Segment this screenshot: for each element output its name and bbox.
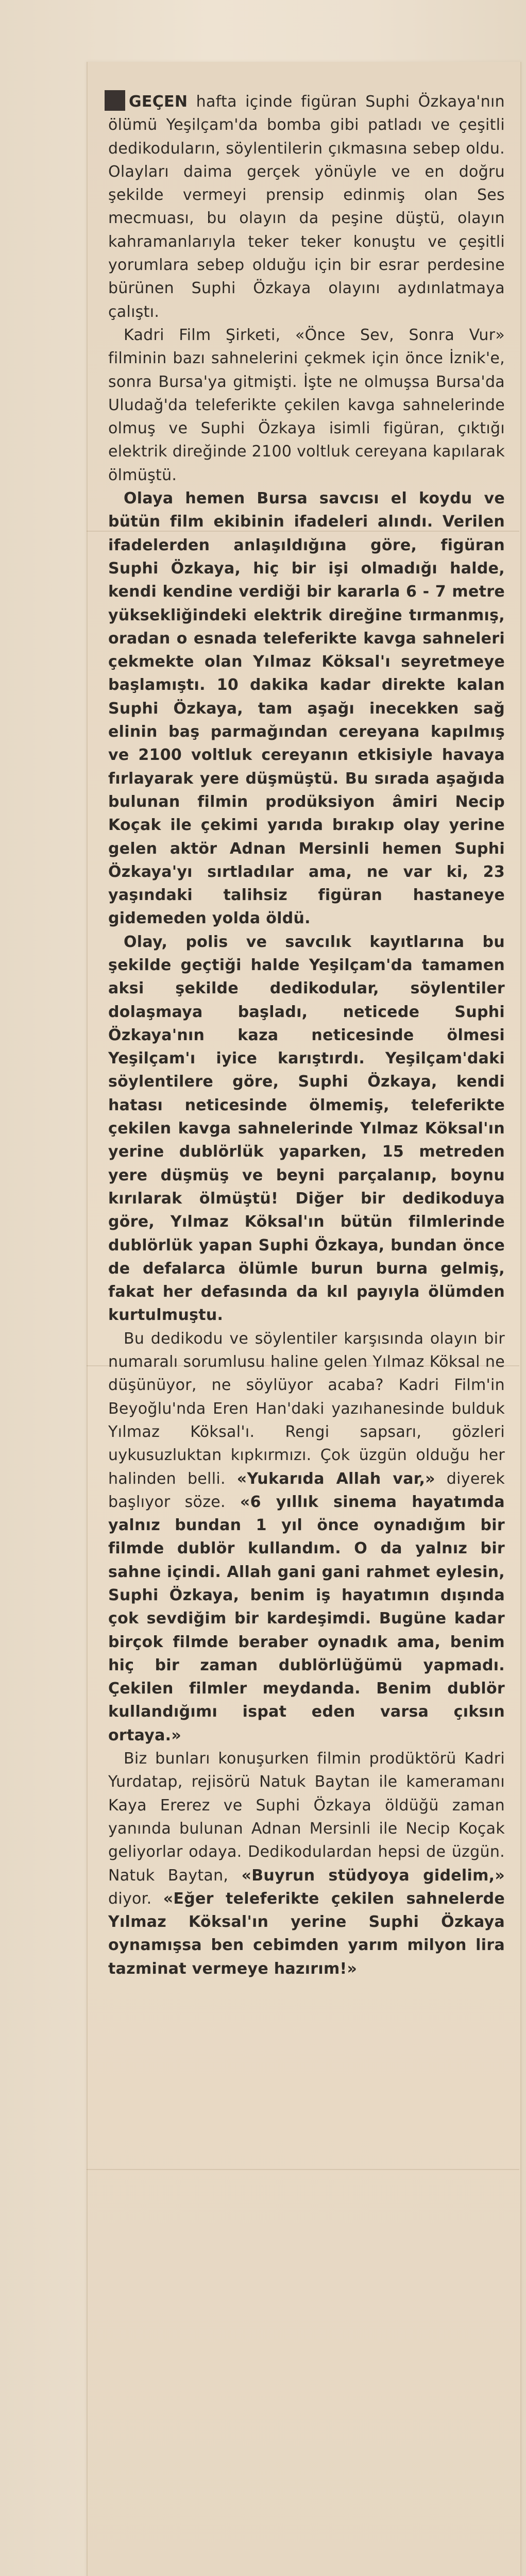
quote-verb: diyerek başlıyor söze. bbox=[108, 1469, 505, 1511]
closing-quote-b: «Eğer teleferikte çekilen sahnelerde Yılmaz Köksal'ın yerine Suphi Özkaya oynamışsa ben cebimden yarım milyon lira tazminat vermeye hazırım!» bbox=[108, 1889, 505, 1978]
article-paragraph-3 bbox=[108, 487, 505, 930]
quote-intro: «Yukarıda Allah var,» bbox=[236, 1469, 435, 1488]
article-body bbox=[108, 90, 505, 1980]
article-text: Biz bunları konuşurken filmin prodüktörü Kadri Yurdatap, rejisörü Natuk Baytan ile kameramanı Kaya Ererez ve Suphi Özkaya öldüğü zaman yanında bulunan Adnan Mersinli ile Necip Koçak geliyorlar odaya. Dedikodulardan hepsi de üzgün. Natuk Baytan, bbox=[108, 1750, 505, 1885]
article-lead-word: GEÇEN bbox=[129, 93, 188, 111]
article-text: hafta içinde figüran Suphi Özkaya'nın ölümü Yeşilçam'da bomba gibi patladı ve çeşitli dedikoduların, söylentilerin çıkmasına sebep oldu. Olayları daima gerçek yönüyle ve en doğru şekilde vermeyi prensip edinmiş olan Ses mecmuası, bu olayın da peşine düştü, olayın kahramanlarıyla teker teker konuştu ve çeşitli yorumlara sebep olduğu için bir esrar perdesine bürünen Suphi Özkaya olayını aydınlatmaya çalıştı. bbox=[108, 93, 505, 321]
article-text: Olay, polis ve savcılık kayıtlarına bu şekilde geçtiği halde Yeşilçam'da tamamen aksi şekilde dedikodular, söylentiler dolaşmaya başladı, neticede Suphi Özkaya'nın kaza neticesinde ölmesi Yeşilçam'ı iyice karıştırdı. Yeşilçam'daki söylentilere göre, Suphi Özkaya, kendi hatası neticesinde ölmemiş, teleferikte çekilen kavga sahnelerinde Yılmaz Köksal'ın yerine dublörlük yaparken, 15 metreden yere düşmüş ve beyni parçalanıp, boynu kırılarak ölmüştü! Diğer bir dedikoduya göre, Yılmaz Köksal'ın bütün filmlerinde dublörlük yapan Suphi Özkaya, bundan önce de defalarca ölümle burun burna gelmiş, fakat her defasında da kıl payıyla ölümden kurtulmuştu. bbox=[108, 933, 505, 1325]
closing-quote-a: «Buyrun stüdyoya gidelim,» bbox=[241, 1866, 505, 1885]
article-paragraph-4 bbox=[108, 930, 505, 1327]
paper-fold-line bbox=[87, 2169, 519, 2170]
closing-verb: diyor. bbox=[108, 1889, 152, 1908]
article-paragraph-6 bbox=[108, 1747, 505, 1980]
article-text: Bu dedikodu ve söylentiler karşısında olayın bir numaralı sorumlusu haline gelen Yılmaz Köksal ne düşünüyor, ne söylüyor acaba? Kadri Film'in Beyoğlu'nda Eren Han'daki yazıhanesinde bulduk Yılmaz Köksal'ı. Rengi sapsarı, gözleri uykusuzluktan kıpkırmızı. Çok üzgün olduğu her halinden belli. bbox=[108, 1329, 505, 1488]
article-text: Olaya hemen Bursa savcısı el koydu ve bütün film ekibinin ifadeleri alındı. Verilen ifadelerden anlaşıldığına göre, figüran Suphi Özkaya, hiç bir işi olmadığı halde, kendi kendine verdiği bir kararla 6 - 7 metre yüksekliğindeki elektrik direğine tırmanmış, oradan o esnada teleferikte kavga sahneleri çekmekte olan Yılmaz Köksal'ı seyretmeye başlamıştı. 10 dakika kadar direkte kalan Suphi Özkaya, tam aşağı inecekken sağ elinin baş parmağından cereyana kapılmış ve 2100 voltluk cereyanın etkisiyle havaya fırlayarak yere düşmüştü. Bu sırada aşağıda bulunan filmin prodüksiyon âmiri Necip Koçak ile çekimi yarıda bırakıp olay yerine gelen aktör Adnan Mersinli hemen Suphi Özkaya'yı sırtladılar ama, ne var ki, 23 yaşındaki talihsiz figüran hastaneye gidemeden yolda öldü. bbox=[108, 489, 505, 928]
article-paragraph-1 bbox=[108, 90, 505, 324]
quote-body: «6 yıllık sinema hayatımda yalnız bundan 1 yıl önce oynadığım bir filmde dublör kullandım. O da yalnız bir sahne içindi. Allah gani gani rahmet eylesin, Suphi Özkaya, benim iş hayatımın dışında çok sevdiğim bir kardeşimdi. Bugüne kadar birçok filmde beraber oynadık ama, benim hiç bir zaman dublörlüğümü yapmadı. Çekilen filmler meydanda. Benim dublör kullandığımı ispat eden varsa çıksın ortaya.» bbox=[108, 1493, 505, 1744]
article-text: Kadri Film Şirketi, «Önce Sev, Sonra Vur» filminin bazı sahnelerini çekmek için önce İznik'e, sonra Bursa'ya gitmişti. İşte ne olmuşsa Bursa'da Uludağ'da teleferikte çekilen kavga sahnelerinde olmuş ve Suphi Özkaya isimli figüran, çıktığı elektrik direğinde 2100 voltluk cereyana kapılarak ölmüştü. bbox=[108, 326, 505, 484]
article-paragraph-5 bbox=[108, 1327, 505, 1747]
article-paragraph-2 bbox=[108, 324, 505, 487]
